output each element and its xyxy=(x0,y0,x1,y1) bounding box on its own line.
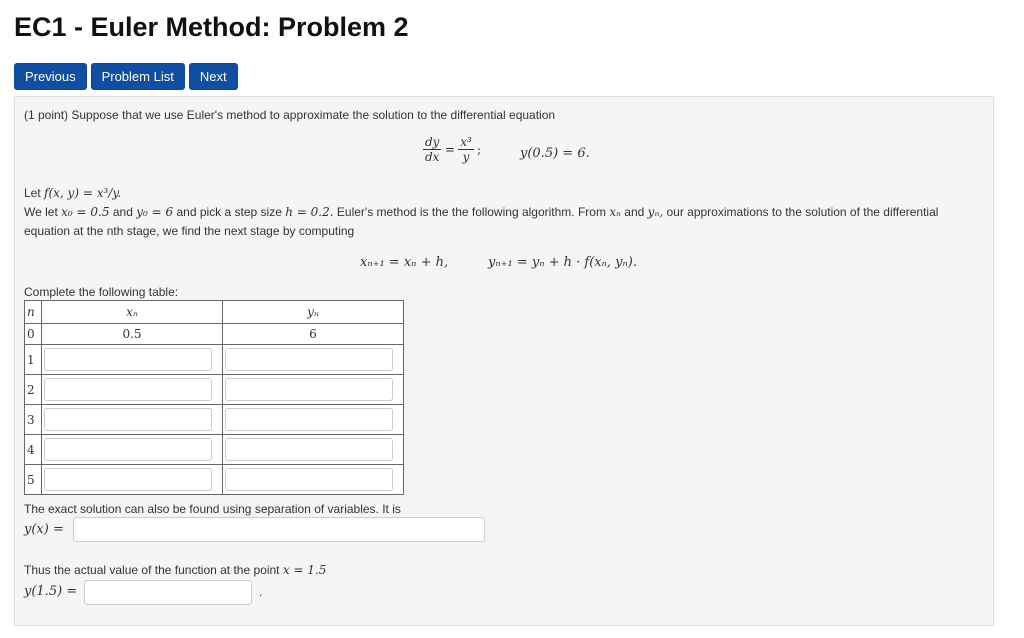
setup-text-2: and pick a step size xyxy=(176,205,282,219)
row0-x-value: 0.5 xyxy=(42,324,223,345)
setup-and-1: and xyxy=(112,205,133,219)
table-row xyxy=(25,324,404,345)
ode-rhs-fraction xyxy=(458,135,474,164)
row0-y-value: 6 xyxy=(223,324,404,345)
row-n-4: 4 xyxy=(25,435,42,465)
table-row xyxy=(25,375,404,405)
actual-value-label: y(1.5) = xyxy=(24,584,78,599)
x2-input[interactable] xyxy=(44,378,212,401)
problem-list-button[interactable]: Problem List xyxy=(91,63,185,90)
y3-input[interactable] xyxy=(225,408,393,431)
table-row xyxy=(25,345,404,375)
ode-equation: $\frac{dy}{dx}$ = $\frac{\text{x³}}{y}$ ; xyxy=(425,135,482,164)
header-xn: xₙ xyxy=(42,301,223,324)
problem-nav xyxy=(14,63,238,90)
problem-panel xyxy=(14,96,994,626)
setup-text-4: our approximations to the solution of the differential xyxy=(666,205,939,219)
actual-point: x = 1.5 xyxy=(282,563,327,577)
actual-value-input[interactable] xyxy=(84,580,252,605)
x0-expr: x₀ = 0.5 xyxy=(61,205,110,219)
table-row xyxy=(25,405,404,435)
header-yn: yₙ xyxy=(223,301,404,324)
ode-lhs-denominator: dx xyxy=(425,150,440,164)
row-n-3: 3 xyxy=(25,405,42,435)
y4-input[interactable] xyxy=(225,438,393,461)
setup-text-1: We let xyxy=(24,205,58,219)
yn-symbol: yₙ, xyxy=(647,205,664,219)
y1-input[interactable] xyxy=(225,348,393,371)
x1-input[interactable] xyxy=(44,348,212,371)
exact-solution-label: y(x) = xyxy=(24,522,64,537)
ode-separator: ; xyxy=(477,142,482,157)
stage-text: equation at the nth stage, we find the next stage by computing xyxy=(24,224,355,238)
setup-text-3: Euler's method is the the following algorithm. From xyxy=(336,205,606,219)
x3-input[interactable] xyxy=(44,408,212,431)
page-title: EC1 - Euler Method: Problem 2 xyxy=(14,12,409,42)
exact-solution-input[interactable] xyxy=(73,517,485,542)
table-row xyxy=(25,465,404,495)
y2-input[interactable] xyxy=(225,378,393,401)
h-expr: h = 0.2. xyxy=(285,205,334,219)
update-y-formula: yₙ₊₁ = yₙ + h · f(xₙ, yₙ). xyxy=(488,255,637,270)
x5-input[interactable] xyxy=(44,468,212,491)
initial-condition: y(0.5) = 6. xyxy=(520,146,590,161)
actual-value-line xyxy=(24,563,326,577)
ode-rhs-numerator: x³ xyxy=(460,135,472,149)
f-definition: f(x, y) = x³/y. xyxy=(44,186,122,200)
row-n-1: 1 xyxy=(25,345,42,375)
let-line xyxy=(24,186,121,200)
previous-button[interactable]: Previous xyxy=(14,63,87,90)
row-n-5: 5 xyxy=(25,465,42,495)
setup-and-2: and xyxy=(624,205,645,219)
actual-value-text: Thus the actual value of the function at the point xyxy=(24,563,280,577)
y0-expr: y₀ = 6 xyxy=(136,205,174,219)
problem-intro: (1 point) Suppose that we use Euler's method to approximate the solution to the differential equation xyxy=(24,108,556,122)
y5-input[interactable] xyxy=(225,468,393,491)
ode-lhs-fraction xyxy=(423,135,441,164)
ode-rhs-denominator: y xyxy=(462,150,470,164)
header-n: n xyxy=(25,301,42,324)
exact-solution-text: The exact solution can also be found using separation of variables. It is xyxy=(24,502,401,516)
let-prefix: Let xyxy=(24,186,41,200)
table-row xyxy=(25,435,404,465)
setup-line xyxy=(24,205,938,219)
next-button[interactable]: Next xyxy=(189,63,238,90)
x4-input[interactable] xyxy=(44,438,212,461)
complete-table-label: Complete the following table: xyxy=(24,285,179,299)
update-x-formula: xₙ₊₁ = xₙ + h, xyxy=(360,255,449,270)
row-n-2: 2 xyxy=(25,375,42,405)
euler-table xyxy=(24,300,404,495)
table-header-row xyxy=(25,301,404,324)
trailing-period: . xyxy=(259,585,263,599)
xn-symbol: xₙ xyxy=(609,205,621,219)
ode-lhs-numerator: dy xyxy=(425,135,440,149)
row-n-0: 0 xyxy=(25,324,42,345)
